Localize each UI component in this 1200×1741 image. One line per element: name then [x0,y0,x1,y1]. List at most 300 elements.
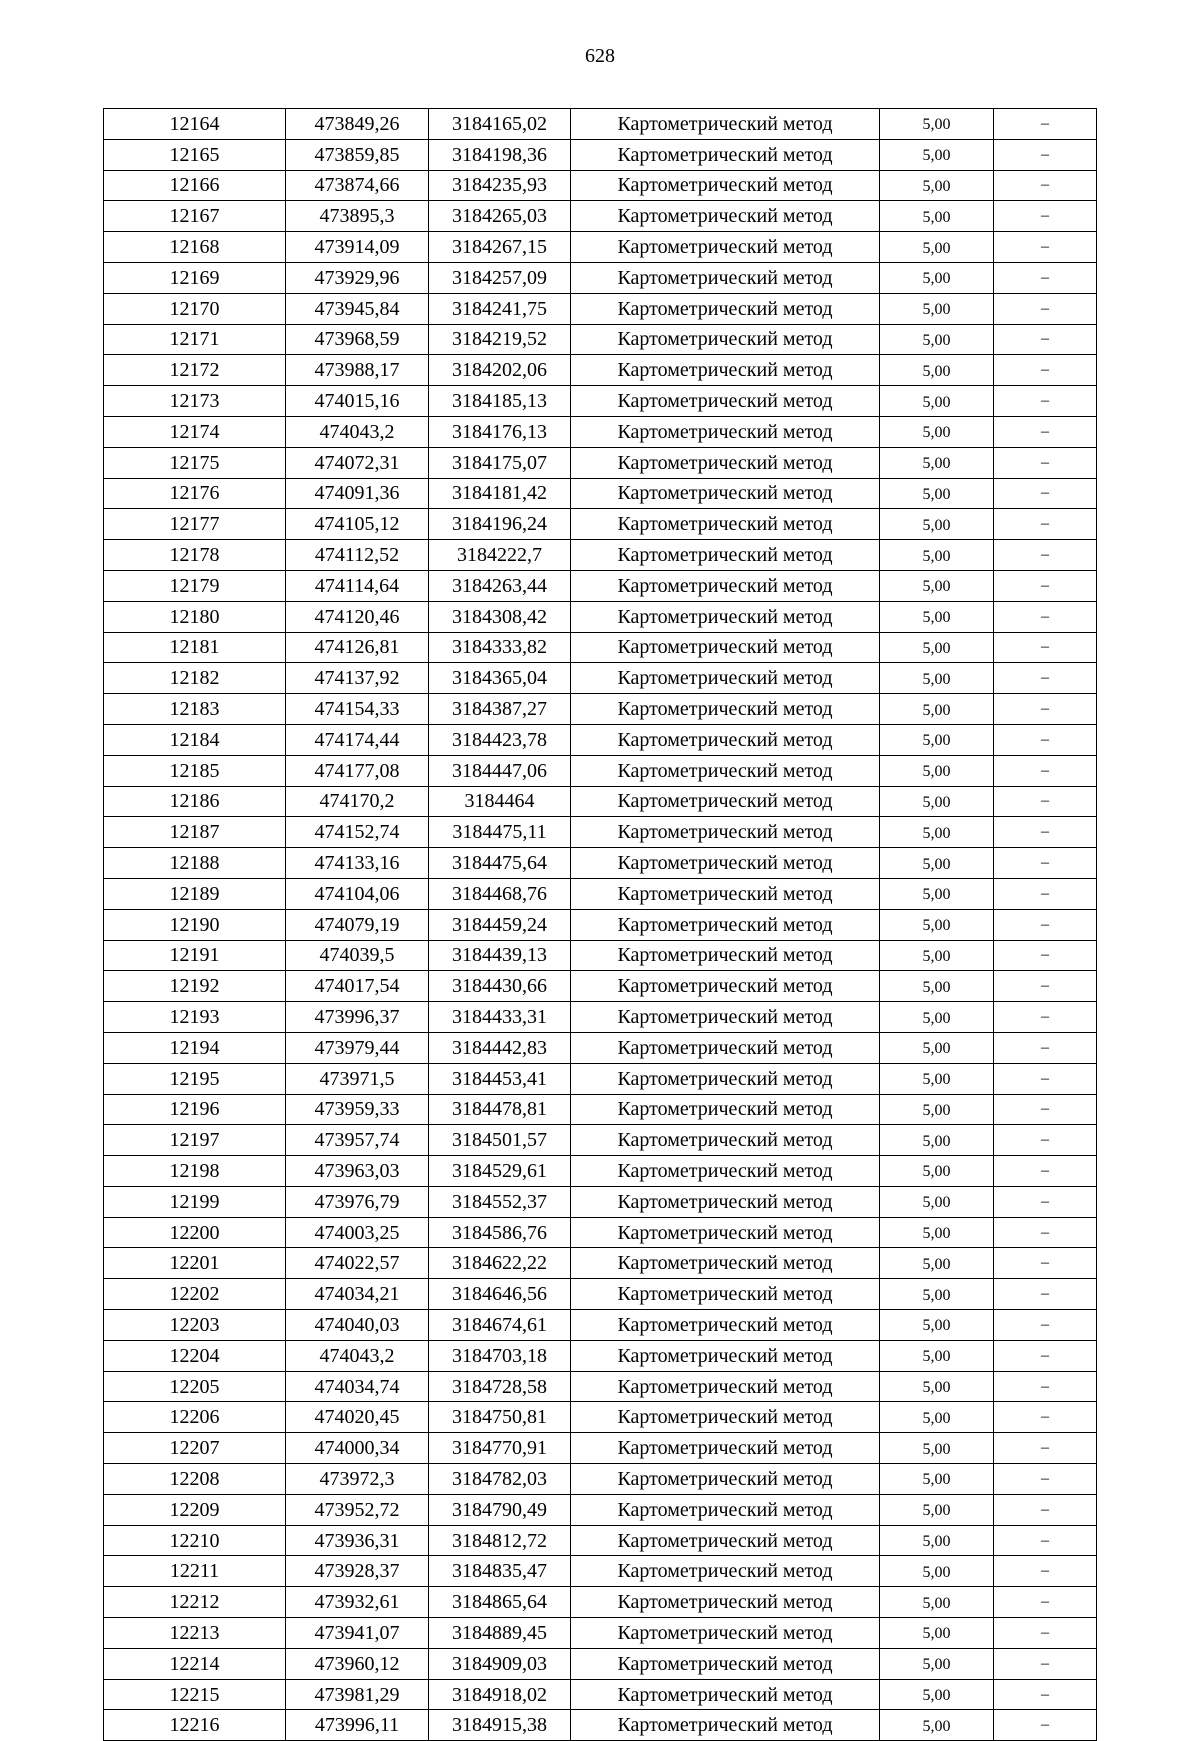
method-cell: Картометрический метод [571,1371,880,1402]
y-coordinate-cell: 3184674,61 [429,1310,571,1341]
accuracy-cell: 5,00 [880,509,994,540]
method-cell: Картометрический метод [571,1279,880,1310]
table-row [104,232,1097,263]
x-coordinate-cell: 474114,64 [286,570,429,601]
table-row [104,355,1097,386]
x-coordinate-cell: 474152,74 [286,817,429,848]
point-number-cell: 12206 [104,1402,286,1433]
accuracy-cell: 5,00 [880,139,994,170]
point-number-cell: 12182 [104,663,286,694]
y-coordinate-cell: 3184202,06 [429,355,571,386]
y-coordinate-cell: 3184442,83 [429,1032,571,1063]
table-row [104,1032,1097,1063]
accuracy-cell: 5,00 [880,724,994,755]
accuracy-cell: 5,00 [880,262,994,293]
table-row [104,570,1097,601]
table-row [104,694,1097,725]
x-coordinate-cell: 474091,36 [286,478,429,509]
table-row [104,724,1097,755]
method-cell: Картометрический метод [571,1156,880,1187]
accuracy-cell: 5,00 [880,447,994,478]
table-row [104,755,1097,786]
point-number-cell: 12187 [104,817,286,848]
point-number-cell: 12174 [104,416,286,447]
method-cell: Картометрический метод [571,1063,880,1094]
method-cell: Картометрический метод [571,1525,880,1556]
x-coordinate-cell: 474112,52 [286,540,429,571]
x-coordinate-cell: 473945,84 [286,293,429,324]
method-cell: Картометрический метод [571,293,880,324]
point-number-cell: 12214 [104,1648,286,1679]
table-row [104,416,1097,447]
y-coordinate-cell: 3184501,57 [429,1125,571,1156]
table-row [104,170,1097,201]
method-cell: Картометрический метод [571,817,880,848]
table-row [104,632,1097,663]
point-number-cell: 12173 [104,386,286,417]
x-coordinate-cell: 473959,33 [286,1094,429,1125]
accuracy-cell: 5,00 [880,1094,994,1125]
accuracy-cell: 5,00 [880,1032,994,1063]
x-coordinate-cell: 473968,59 [286,324,429,355]
method-cell: Картометрический метод [571,355,880,386]
point-number-cell: 12199 [104,1186,286,1217]
description-cell: – [994,878,1097,909]
description-cell: – [994,601,1097,632]
method-cell: Картометрический метод [571,632,880,663]
description-cell: – [994,1310,1097,1341]
description-cell: – [994,1710,1097,1741]
table-row [104,1279,1097,1310]
table-row [104,786,1097,817]
y-coordinate-cell: 3184915,38 [429,1710,571,1741]
accuracy-cell: 5,00 [880,201,994,232]
accuracy-cell: 5,00 [880,1340,994,1371]
point-number-cell: 12194 [104,1032,286,1063]
description-cell: – [994,1679,1097,1710]
y-coordinate-cell: 3184552,37 [429,1186,571,1217]
x-coordinate-cell: 473960,12 [286,1648,429,1679]
y-coordinate-cell: 3184909,03 [429,1648,571,1679]
table-row [104,139,1097,170]
point-number-cell: 12172 [104,355,286,386]
description-cell: – [994,1063,1097,1094]
point-number-cell: 12189 [104,878,286,909]
table-row [104,1156,1097,1187]
table-row [104,601,1097,632]
table-row [104,909,1097,940]
point-number-cell: 12165 [104,139,286,170]
method-cell: Картометрический метод [571,1186,880,1217]
accuracy-cell: 5,00 [880,940,994,971]
point-number-cell: 12193 [104,1002,286,1033]
x-coordinate-cell: 473895,3 [286,201,429,232]
table-row [104,1433,1097,1464]
table-row [104,1094,1097,1125]
accuracy-cell: 5,00 [880,1618,994,1649]
method-cell: Картометрический метод [571,139,880,170]
method-cell: Картометрический метод [571,1648,880,1679]
description-cell: – [994,1556,1097,1587]
accuracy-cell: 5,00 [880,786,994,817]
point-number-cell: 12164 [104,109,286,140]
accuracy-cell: 5,00 [880,416,994,447]
method-cell: Картометрический метод [571,1248,880,1279]
accuracy-cell: 5,00 [880,1002,994,1033]
method-cell: Картометрический метод [571,1217,880,1248]
table-row [104,1310,1097,1341]
x-coordinate-cell: 473957,74 [286,1125,429,1156]
y-coordinate-cell: 3184447,06 [429,755,571,786]
description-cell: – [994,694,1097,725]
point-number-cell: 12175 [104,447,286,478]
description-cell: – [994,1032,1097,1063]
method-cell: Картометрический метод [571,971,880,1002]
accuracy-cell: 5,00 [880,355,994,386]
y-coordinate-cell: 3184622,22 [429,1248,571,1279]
table-row [104,540,1097,571]
x-coordinate-cell: 474126,81 [286,632,429,663]
point-number-cell: 12177 [104,509,286,540]
description-cell: – [994,1125,1097,1156]
accuracy-cell: 5,00 [880,755,994,786]
method-cell: Картометрический метод [571,570,880,601]
x-coordinate-cell: 474174,44 [286,724,429,755]
y-coordinate-cell: 3184175,07 [429,447,571,478]
accuracy-cell: 5,00 [880,1433,994,1464]
table-row [104,478,1097,509]
method-cell: Картометрический метод [571,1433,880,1464]
table-row [104,1556,1097,1587]
y-coordinate-cell: 3184257,09 [429,262,571,293]
method-cell: Картометрический метод [571,1618,880,1649]
x-coordinate-cell: 473928,37 [286,1556,429,1587]
table-row [104,1587,1097,1618]
description-cell: – [994,1217,1097,1248]
x-coordinate-cell: 473988,17 [286,355,429,386]
point-number-cell: 12212 [104,1587,286,1618]
method-cell: Картометрический метод [571,663,880,694]
method-cell: Картометрический метод [571,848,880,879]
x-coordinate-cell: 473941,07 [286,1618,429,1649]
x-coordinate-cell: 473963,03 [286,1156,429,1187]
description-cell: – [994,170,1097,201]
description-cell: – [994,1002,1097,1033]
y-coordinate-cell: 3184267,15 [429,232,571,263]
point-number-cell: 12186 [104,786,286,817]
table-row [104,1618,1097,1649]
y-coordinate-cell: 3184235,93 [429,170,571,201]
table-row [104,1648,1097,1679]
description-cell: – [994,755,1097,786]
accuracy-cell: 5,00 [880,1217,994,1248]
x-coordinate-cell: 473971,5 [286,1063,429,1094]
accuracy-cell: 5,00 [880,1248,994,1279]
accuracy-cell: 5,00 [880,1186,994,1217]
point-number-cell: 12208 [104,1464,286,1495]
description-cell: – [994,1340,1097,1371]
description-cell: – [994,355,1097,386]
y-coordinate-cell: 3184181,42 [429,478,571,509]
accuracy-cell: 5,00 [880,109,994,140]
x-coordinate-cell: 473936,31 [286,1525,429,1556]
point-number-cell: 12181 [104,632,286,663]
y-coordinate-cell: 3184770,91 [429,1433,571,1464]
accuracy-cell: 5,00 [880,386,994,417]
point-number-cell: 12211 [104,1556,286,1587]
accuracy-cell: 5,00 [880,1279,994,1310]
method-cell: Картометрический метод [571,878,880,909]
method-cell: Картометрический метод [571,755,880,786]
method-cell: Картометрический метод [571,1002,880,1033]
description-cell: – [994,232,1097,263]
method-cell: Картометрический метод [571,447,880,478]
description-cell: – [994,1279,1097,1310]
accuracy-cell: 5,00 [880,848,994,879]
description-cell: – [994,139,1097,170]
y-coordinate-cell: 3184365,04 [429,663,571,694]
y-coordinate-cell: 3184586,76 [429,1217,571,1248]
y-coordinate-cell: 3184433,31 [429,1002,571,1033]
description-cell: – [994,416,1097,447]
x-coordinate-cell: 473996,11 [286,1710,429,1741]
x-coordinate-cell: 474000,34 [286,1433,429,1464]
point-number-cell: 12204 [104,1340,286,1371]
description-cell: – [994,817,1097,848]
method-cell: Картометрический метод [571,786,880,817]
accuracy-cell: 5,00 [880,478,994,509]
y-coordinate-cell: 3184263,44 [429,570,571,601]
accuracy-cell: 5,00 [880,1125,994,1156]
point-number-cell: 12213 [104,1618,286,1649]
y-coordinate-cell: 3184918,02 [429,1679,571,1710]
method-cell: Картометрический метод [571,109,880,140]
y-coordinate-cell: 3184265,03 [429,201,571,232]
y-coordinate-cell: 3184812,72 [429,1525,571,1556]
accuracy-cell: 5,00 [880,1648,994,1679]
description-cell: – [994,1371,1097,1402]
point-number-cell: 12169 [104,262,286,293]
y-coordinate-cell: 3184728,58 [429,1371,571,1402]
x-coordinate-cell: 473929,96 [286,262,429,293]
method-cell: Картометрический метод [571,1402,880,1433]
description-cell: – [994,570,1097,601]
description-cell: – [994,940,1097,971]
y-coordinate-cell: 3184423,78 [429,724,571,755]
x-coordinate-cell: 474104,06 [286,878,429,909]
coordinates-table [103,108,1097,1741]
table-row [104,1248,1097,1279]
accuracy-cell: 5,00 [880,1556,994,1587]
accuracy-cell: 5,00 [880,1525,994,1556]
x-coordinate-cell: 474043,2 [286,416,429,447]
method-cell: Картометрический метод [571,940,880,971]
description-cell: – [994,447,1097,478]
x-coordinate-cell: 473849,26 [286,109,429,140]
y-coordinate-cell: 3184475,64 [429,848,571,879]
method-cell: Картометрический метод [571,232,880,263]
y-coordinate-cell: 3184464 [429,786,571,817]
table-row [104,109,1097,140]
description-cell: – [994,478,1097,509]
x-coordinate-cell: 474079,19 [286,909,429,940]
x-coordinate-cell: 473874,66 [286,170,429,201]
accuracy-cell: 5,00 [880,909,994,940]
y-coordinate-cell: 3184176,13 [429,416,571,447]
y-coordinate-cell: 3184468,76 [429,878,571,909]
point-number-cell: 12200 [104,1217,286,1248]
method-cell: Картометрический метод [571,509,880,540]
description-cell: – [994,1248,1097,1279]
accuracy-cell: 5,00 [880,1402,994,1433]
point-number-cell: 12197 [104,1125,286,1156]
point-number-cell: 12191 [104,940,286,971]
y-coordinate-cell: 3184835,47 [429,1556,571,1587]
x-coordinate-cell: 474170,2 [286,786,429,817]
y-coordinate-cell: 3184782,03 [429,1464,571,1495]
method-cell: Картометрический метод [571,1679,880,1710]
accuracy-cell: 5,00 [880,601,994,632]
description-cell: – [994,509,1097,540]
method-cell: Картометрический метод [571,478,880,509]
accuracy-cell: 5,00 [880,1310,994,1341]
x-coordinate-cell: 473996,37 [286,1002,429,1033]
point-number-cell: 12170 [104,293,286,324]
description-cell: – [994,1156,1097,1187]
method-cell: Картометрический метод [571,724,880,755]
table-row [104,447,1097,478]
table-row [104,1063,1097,1094]
method-cell: Картометрический метод [571,1464,880,1495]
point-number-cell: 12205 [104,1371,286,1402]
x-coordinate-cell: 474015,16 [286,386,429,417]
table-row [104,324,1097,355]
y-coordinate-cell: 3184308,42 [429,601,571,632]
description-cell: – [994,1186,1097,1217]
description-cell: – [994,971,1097,1002]
description-cell: – [994,1402,1097,1433]
accuracy-cell: 5,00 [880,1156,994,1187]
description-cell: – [994,386,1097,417]
description-cell: – [994,540,1097,571]
description-cell: – [994,293,1097,324]
y-coordinate-cell: 3184439,13 [429,940,571,971]
accuracy-cell: 5,00 [880,663,994,694]
table-row [104,1340,1097,1371]
table-row [104,817,1097,848]
description-cell: – [994,262,1097,293]
table-row [104,1679,1097,1710]
description-cell: – [994,632,1097,663]
accuracy-cell: 5,00 [880,540,994,571]
page-number: 628 [585,45,615,67]
point-number-cell: 12215 [104,1679,286,1710]
point-number-cell: 12209 [104,1494,286,1525]
table-row [104,1710,1097,1741]
method-cell: Картометрический метод [571,1587,880,1618]
description-cell: – [994,201,1097,232]
method-cell: Картометрический метод [571,324,880,355]
coordinates-table-body [104,109,1097,1741]
accuracy-cell: 5,00 [880,1464,994,1495]
point-number-cell: 12179 [104,570,286,601]
x-coordinate-cell: 474040,03 [286,1310,429,1341]
x-coordinate-cell: 473972,3 [286,1464,429,1495]
table-row [104,1186,1097,1217]
table-row [104,878,1097,909]
table-row [104,1371,1097,1402]
y-coordinate-cell: 3184198,36 [429,139,571,170]
x-coordinate-cell: 474043,2 [286,1340,429,1371]
table-row [104,201,1097,232]
point-number-cell: 12167 [104,201,286,232]
method-cell: Картометрический метод [571,540,880,571]
x-coordinate-cell: 474154,33 [286,694,429,725]
description-cell: – [994,786,1097,817]
point-number-cell: 12192 [104,971,286,1002]
point-number-cell: 12180 [104,601,286,632]
method-cell: Картометрический метод [571,1125,880,1156]
y-coordinate-cell: 3184222,7 [429,540,571,571]
table-row [104,262,1097,293]
point-number-cell: 12166 [104,170,286,201]
description-cell: – [994,724,1097,755]
description-cell: – [994,1494,1097,1525]
method-cell: Картометрический метод [571,1340,880,1371]
point-number-cell: 12168 [104,232,286,263]
x-coordinate-cell: 474017,54 [286,971,429,1002]
y-coordinate-cell: 3184750,81 [429,1402,571,1433]
description-cell: – [994,1525,1097,1556]
point-number-cell: 12202 [104,1279,286,1310]
accuracy-cell: 5,00 [880,1710,994,1741]
y-coordinate-cell: 3184219,52 [429,324,571,355]
y-coordinate-cell: 3184196,24 [429,509,571,540]
point-number-cell: 12190 [104,909,286,940]
description-cell: – [994,109,1097,140]
description-cell: – [994,909,1097,940]
method-cell: Картометрический метод [571,601,880,632]
x-coordinate-cell: 473981,29 [286,1679,429,1710]
method-cell: Картометрический метод [571,694,880,725]
point-number-cell: 12198 [104,1156,286,1187]
accuracy-cell: 5,00 [880,1587,994,1618]
method-cell: Картометрический метод [571,909,880,940]
accuracy-cell: 5,00 [880,878,994,909]
accuracy-cell: 5,00 [880,570,994,601]
table-row [104,1464,1097,1495]
x-coordinate-cell: 474039,5 [286,940,429,971]
table-row [104,293,1097,324]
x-coordinate-cell: 474034,21 [286,1279,429,1310]
table-row [104,386,1097,417]
y-coordinate-cell: 3184453,41 [429,1063,571,1094]
description-cell: – [994,663,1097,694]
point-number-cell: 12188 [104,848,286,879]
point-number-cell: 12210 [104,1525,286,1556]
point-number-cell: 12183 [104,694,286,725]
y-coordinate-cell: 3184333,82 [429,632,571,663]
x-coordinate-cell: 474177,08 [286,755,429,786]
accuracy-cell: 5,00 [880,817,994,848]
method-cell: Картометрический метод [571,170,880,201]
x-coordinate-cell: 473979,44 [286,1032,429,1063]
x-coordinate-cell: 473932,61 [286,1587,429,1618]
description-cell: – [994,1094,1097,1125]
accuracy-cell: 5,00 [880,1494,994,1525]
point-number-cell: 12216 [104,1710,286,1741]
point-number-cell: 12176 [104,478,286,509]
